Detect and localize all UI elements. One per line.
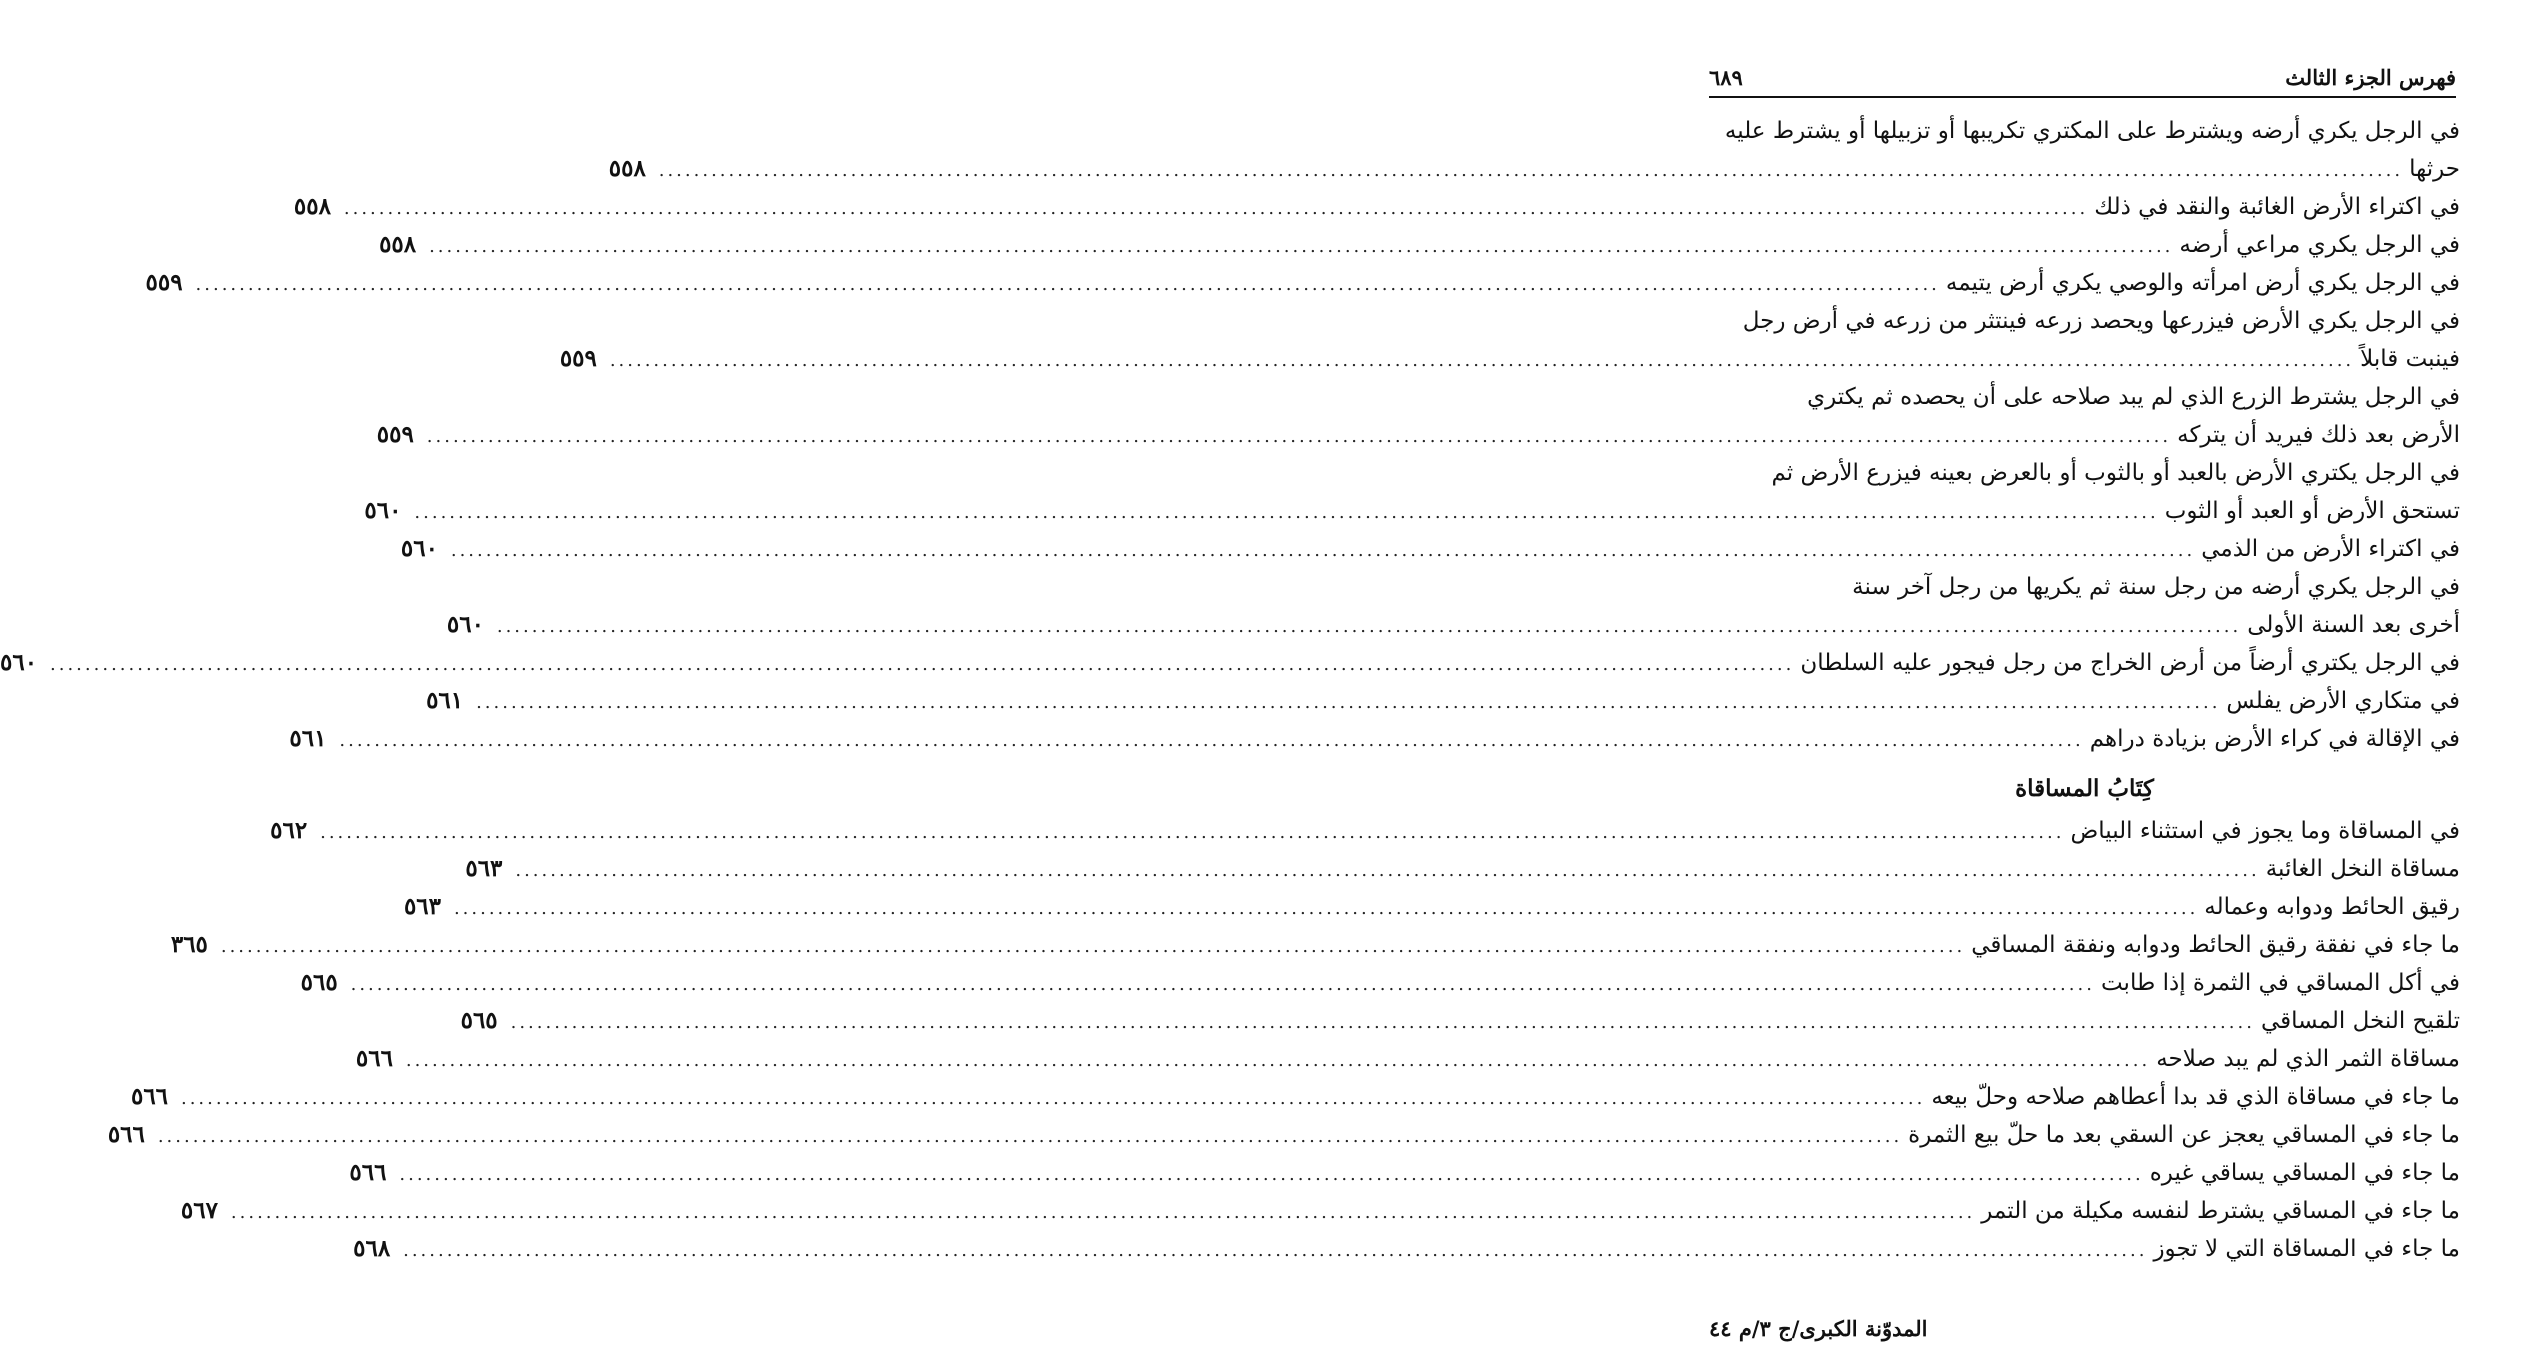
toc-entry: [426, 682, 2460, 720]
section-title: كِتَابُ المساقاة: [2015, 775, 2154, 802]
toc-entry: [130, 1078, 2460, 1116]
dot-leader: ........................................................................................................................................................................................................: [399, 1164, 2144, 1185]
toc-entry-page: ٣٦٥: [170, 931, 208, 958]
dot-leader: ........................................................................................................................................................................................................: [320, 822, 2065, 843]
toc-entry-title: حرثها: [2409, 156, 2460, 182]
toc-entry-last-line: [355, 1040, 2460, 1078]
dot-leader: ........................................................................................................................................................................................................: [450, 540, 2196, 561]
toc-entry-page: ٥٥٩: [145, 269, 183, 296]
dot-leader: ........................................................................................................................................................................................................: [195, 274, 1940, 295]
toc-entry: [400, 530, 2460, 568]
toc-entry-page: ٥٦٠: [0, 649, 38, 676]
dot-leader: ........................................................................................................................................................................................................: [343, 198, 2089, 219]
toc-entry-last-line: [465, 850, 2460, 888]
toc-entry-title: ما جاء في مساقاة الذي قد بدا أعطاهم صلاحه وحلّ بيعه: [1931, 1084, 2460, 1110]
toc-entry: [364, 454, 2460, 530]
toc-entry-page: ٥٦٥: [300, 969, 338, 996]
toc-entry: [446, 568, 2460, 644]
toc-part-1: [0, 112, 2460, 758]
toc-entry: [300, 964, 2460, 1002]
toc-entry: [145, 264, 2460, 302]
toc-entry-last-line: [364, 492, 2460, 530]
toc-entry-page: ٥٦٣: [465, 855, 503, 882]
toc-entry-page: ٥٦٠: [446, 611, 484, 638]
dot-leader: ........................................................................................................................................................................................................: [426, 426, 2172, 447]
toc-entry-page: ٥٦٠: [400, 535, 438, 562]
toc-entry-title: ما جاء في نفقة رقيق الحائط ودوابه ونفقة المساقي: [1971, 932, 2460, 958]
toc-entry-page: ٥٦٦: [130, 1083, 169, 1110]
toc-entry-title: ما جاء في المساقي يعجز عن السقي بعد ما حلّ بيع الثمرة: [1908, 1122, 2460, 1148]
toc-entry: [465, 850, 2460, 888]
running-title: فهرس الجزء الثالث: [2285, 65, 2456, 90]
toc-entry-last-line: [180, 1192, 2460, 1230]
toc-entry-page: ٥٥٩: [559, 345, 597, 372]
toc-entry-last-line: [300, 964, 2460, 1002]
toc-entry-title: الأرض بعد ذلك فيريد أن يتركه: [2177, 422, 2460, 448]
toc-entry-last-line: [559, 340, 2460, 378]
toc-entry-title: ما جاء في المساقي يشترط لنفسه مكيلة من التمر: [1981, 1198, 2460, 1224]
toc-entry-title: في متكاري الأرض يفلس: [2226, 688, 2460, 714]
toc-entry-page: ٥٦٧: [180, 1197, 218, 1224]
toc-entry-last-line: [376, 416, 2460, 454]
page-header: [1709, 58, 2456, 98]
toc-entry: [293, 188, 2460, 226]
toc-entry-title: فينبت قابلاً: [2360, 346, 2460, 372]
dot-leader: ........................................................................................................................................................................................................: [405, 1050, 2151, 1071]
toc-entry: [107, 1116, 2460, 1154]
toc-entry-last-line: [170, 926, 2460, 964]
dot-leader: ........................................................................................................................................................................................................: [429, 236, 2174, 257]
toc-entry-title: في اكتراء الأرض الغائبة والنقد في ذلك: [2094, 194, 2460, 220]
dot-leader: ........................................................................................................................................................................................................: [609, 350, 2355, 371]
toc-entry-title: رقيق الحائط ودوابه وعماله: [2204, 894, 2460, 920]
toc-entry-title: في الرجل يكري مراعي أرضه: [2179, 232, 2460, 258]
dot-leader: ........................................................................................................................................................................................................: [403, 1240, 2148, 1261]
printer-signature: المدوّنة الكبرى/ج ٣/م ٤٤: [1709, 1316, 1928, 1341]
toc-entry: [349, 1154, 2460, 1192]
toc-entry: [559, 302, 2460, 378]
toc-entry-page: ٥٦٨: [353, 1235, 391, 1262]
toc-entry-page: ٥٥٨: [293, 193, 331, 220]
toc-entry: [170, 926, 2460, 964]
toc-entry-last-line: [608, 150, 2460, 188]
toc-entry-page: ٥٦٥: [460, 1007, 498, 1034]
toc-entry: [403, 888, 2460, 926]
toc-entry-title: مساقاة الثمر الذي لم يبد صلاحه: [2156, 1046, 2460, 1072]
dot-leader: ........................................................................................................................................................................................................: [350, 974, 2095, 995]
dot-leader: ........................................................................................................................................................................................................: [220, 936, 1966, 957]
dot-leader: ........................................................................................................................................................................................................: [496, 616, 2242, 637]
dot-leader: ........................................................................................................................................................................................................: [230, 1202, 1976, 1223]
toc-entry-title: ما جاء في المساقاة التي لا تجوز: [2153, 1236, 2460, 1262]
toc-entry-title: في الإقالة في كراء الأرض بزيادة دراهم: [2089, 726, 2460, 752]
toc-entry-title: تستحق الأرض أو العبد أو الثوب: [2164, 498, 2460, 524]
dot-leader: ........................................................................................................................................................................................................: [658, 160, 2404, 181]
toc-entry-last-line: [145, 264, 2460, 302]
toc-entry-line: في الرجل يكتري الأرض بالعبد أو بالثوب أو بالعرض بعينه فيزرع الأرض ثم: [1771, 460, 2460, 486]
toc-entry-last-line: [403, 888, 2460, 926]
dot-leader: ........................................................................................................................................................................................................: [339, 730, 2084, 751]
page-number: ٦٨٩: [1709, 65, 1743, 90]
toc-entry-page: ٥٦٦: [107, 1121, 145, 1148]
toc-entry: [460, 1002, 2460, 1040]
toc-entry-title: مساقاة النخل الغائبة: [2265, 856, 2460, 882]
toc-entry-last-line: [0, 644, 2460, 682]
toc-entry-last-line: [426, 682, 2460, 720]
dot-leader: ........................................................................................................................................................................................................: [510, 1012, 2255, 1033]
toc-entry-line: في الرجل يكري الأرض فيزرعها ويحصد زرعه فينتثر من زرعه في أرض رجل: [1742, 308, 2460, 334]
toc-entry: [608, 112, 2460, 188]
dot-leader: ........................................................................................................................................................................................................: [476, 692, 2221, 713]
toc-entry-title: في المساقاة وما يجوز في استثناء البياض: [2070, 818, 2460, 844]
dot-leader: ........................................................................................................................................................................................................: [453, 898, 2199, 919]
toc-entry-last-line: [353, 1230, 2460, 1268]
toc-entry-last-line: [349, 1154, 2460, 1192]
toc-entry-page: ٥٦٦: [349, 1159, 387, 1186]
toc-entry-last-line: [107, 1116, 2460, 1154]
toc-entry-page: ٥٦١: [289, 725, 327, 752]
dot-leader: ........................................................................................................................................................................................................: [180, 1088, 1926, 1109]
toc-entry: [180, 1192, 2460, 1230]
toc-entry-title: تلقيح النخل المساقي: [2260, 1008, 2460, 1034]
toc-entry-last-line: [400, 530, 2460, 568]
toc-entry-last-line: [270, 812, 2460, 850]
dot-leader: ........................................................................................................................................................................................................: [414, 502, 2159, 523]
dot-leader: ........................................................................................................................................................................................................: [157, 1126, 1903, 1147]
toc-entry: [355, 1040, 2460, 1078]
toc-entry: [376, 378, 2460, 454]
toc-entry: [353, 1230, 2460, 1268]
toc-entry-last-line: [460, 1002, 2460, 1040]
dot-leader: ........................................................................................................................................................................................................: [515, 860, 2260, 881]
toc-entry-title: أخرى بعد السنة الأولى: [2247, 612, 2460, 638]
toc-entry-last-line: [293, 188, 2460, 226]
toc-entry-title: ما جاء في المساقي يساقي غيره: [2149, 1160, 2460, 1186]
toc-entry-title: في الرجل يكري أرض امرأته والوصي يكري أرض يتيمه: [1945, 270, 2460, 296]
toc-entry-page: ٥٦٢: [270, 817, 308, 844]
toc-entry-line: في الرجل يشترط الزرع الذي لم يبد صلاحه على أن يحصده ثم يكتري: [1807, 384, 2460, 410]
toc-entry-page: ٥٦٣: [403, 893, 442, 920]
toc-entry: [0, 644, 2460, 682]
table-of-contents: [0, 112, 2460, 1268]
toc-entry: [270, 812, 2460, 850]
toc-entry-page: ٥٦٠: [364, 497, 402, 524]
toc-entry-last-line: [289, 720, 2460, 758]
toc-entry-title: في اكتراء الأرض من الذمي: [2201, 536, 2460, 562]
toc-entry-title: في الرجل يكتري أرضاً من أرض الخراج من رجل فيجور عليه السلطان: [1800, 650, 2460, 676]
toc-entry-last-line: [379, 226, 2460, 264]
toc-entry-page: ٥٦٦: [355, 1045, 393, 1072]
toc-entry-title: في أكل المساقي في الثمرة إذا طابت: [2100, 970, 2460, 996]
toc-entry-line: في الرجل يكري أرضه من رجل سنة ثم يكريها من رجل آخر سنة: [1852, 574, 2460, 600]
toc-entry: [379, 226, 2460, 264]
toc-entry: [289, 720, 2460, 758]
dot-leader: ........................................................................................................................................................................................................: [50, 654, 1795, 675]
toc-entry-page: ٥٥٩: [376, 421, 414, 448]
toc-entry-page: ٥٥٨: [608, 155, 646, 182]
toc-entry-last-line: [130, 1078, 2460, 1116]
toc-entry-line: في الرجل يكري أرضه ويشترط على المكتري تكريبها أو تزبيلها أو يشترط عليه: [1724, 118, 2460, 144]
toc-part-2: [107, 812, 2460, 1268]
toc-entry-page: ٥٦١: [426, 687, 464, 714]
toc-entry-last-line: [446, 606, 2460, 644]
toc-entry-page: ٥٥٨: [379, 231, 417, 258]
